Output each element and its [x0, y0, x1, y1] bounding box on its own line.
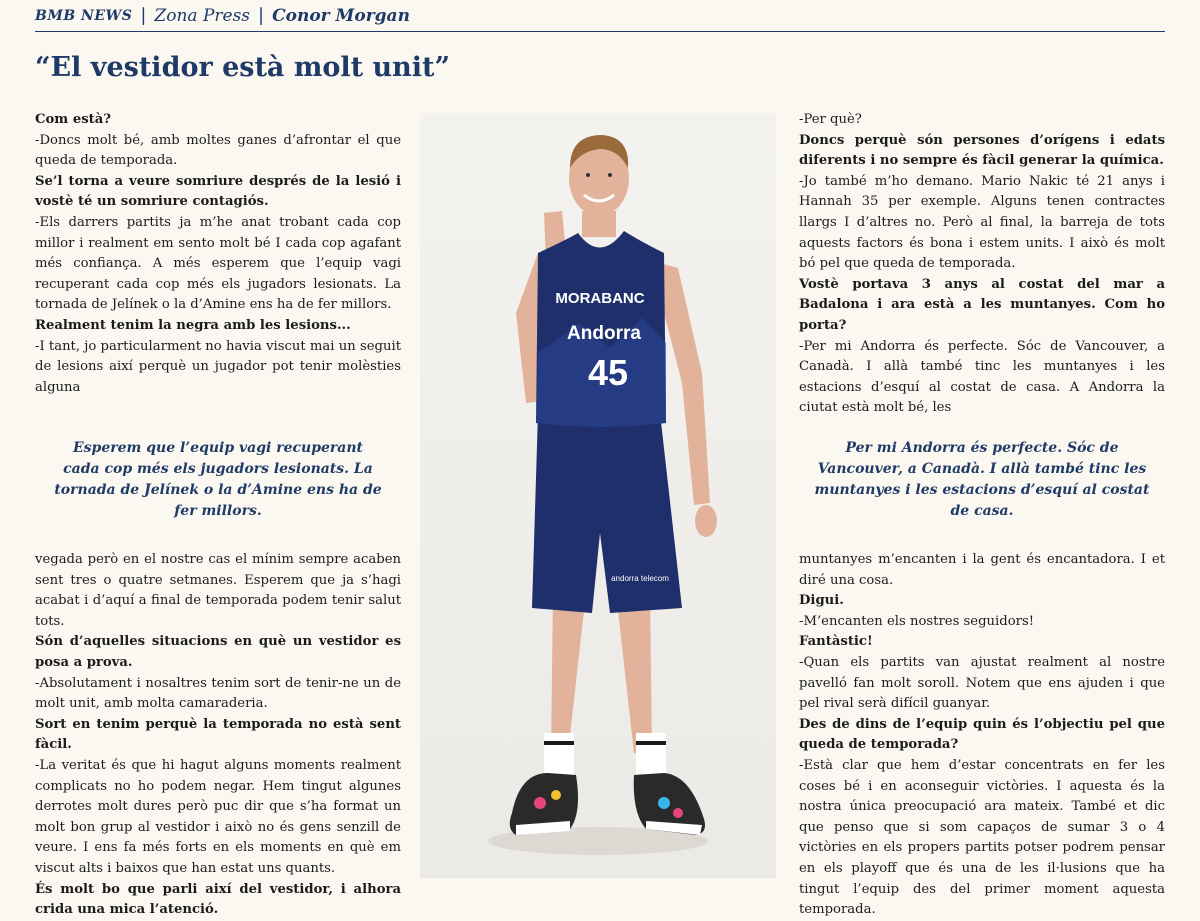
- jersey-team: Andorra: [567, 323, 641, 344]
- shorts-sponsor: andorra telecom: [611, 574, 669, 583]
- masthead-separator: |: [258, 5, 265, 26]
- left-column-bottom: [35, 550, 401, 921]
- interview-question: Des de dins de l’equip quin és l’objectiu pel que queda de temporada?: [799, 716, 1165, 753]
- interview-answer: vegada però en el nostre cas el mínim sempre acaben sent tres o quatre setmanes. Esperem que ja s’hagi acabat i d’aquí a final de temporada podem tenir salut tots.: [35, 552, 401, 629]
- interview-answer: -Jo també m’ho demano. Mario Nakic té 21 anys i Hannah 35 per exemple. Alguns tenen contractes llargs I d’altres no. Però al final, la barreja de tots aquests factors és bona i estem units. I això és molt bó pel que queda de temporada.: [799, 173, 1165, 272]
- article-title: “El vestidor està molt unit”: [35, 52, 451, 83]
- interview-question: Vostè portava 3 anys al costat del mar a Badalona i ara està a les muntanyes. Com ho porta?: [799, 276, 1165, 333]
- left-column-top: [35, 110, 401, 398]
- player-photo: [420, 113, 776, 878]
- interview-answer: -M’encanten els nostres seguidors!: [799, 613, 1035, 629]
- interview-answer: -La veritat és que hi hagut alguns moments realment complicats no ho podem negar. Hem tingut algunes derrotes molt dures però puc dir que s’ha format un molt bon grup al vestidor i això no és gens senzill de veure. I ens fa més forts en els moments en què em viscut alts i baixos que han estat uns quants.: [35, 757, 401, 876]
- interview-question: Són d’aquelles situacions en què un vestidor es posa a prova.: [35, 634, 401, 670]
- masthead-brand: BMB NEWS: [35, 7, 133, 24]
- interview-question: Digui.: [799, 593, 844, 609]
- right-column-top: [799, 110, 1165, 419]
- masthead-separator: |: [140, 5, 147, 26]
- interview-question: És molt bo que parli així del vestidor, i alhora crida una mica l’atenció.: [35, 881, 401, 918]
- interview-answer: -Està clar que hem d’estar concentrats en fer les coses bé i en aconseguir victòries. I aquesta és la nostra única preocupació ara mateix. També et dic que penso que si som capaços de sumar 3 o 4 victòries en els propers partits potser podrem pensar en els playoff que és una de les il·lusions que ha tingut l’equip des del primer moment aquesta temporada.: [799, 757, 1165, 918]
- interview-question: Com està?: [35, 112, 112, 127]
- interview-question: Realment tenim la negra amb les lesions...: [35, 317, 351, 333]
- left-pull-quote: Esperem que l’equip vagi recuperant cada cop més els jugadors lesionats. La tornada de Jelínek o la d’Amine ens ha de fer millors.: [54, 440, 382, 519]
- interview-answer: -Per què?: [799, 112, 862, 127]
- jersey-sponsor: MORABANC: [555, 290, 645, 307]
- masthead-section: Zona Press: [154, 5, 251, 26]
- player-illustration: [420, 113, 776, 878]
- interview-answer: -Per mi Andorra és perfecte. Sóc de Vancouver, a Canadà. I allà també tinc les muntanyes i les estacions d’esquí al costat de casa. A Andorra la ciutat està molt bé, les: [799, 338, 1165, 416]
- interview-answer: muntanyes m’encanten i la gent és encantadora. I et diré una cosa.: [799, 552, 1165, 588]
- masthead: [35, 0, 1165, 32]
- interview-question: Sort en tenim perquè la temporada no està sent fàcil.: [35, 716, 401, 753]
- masthead-author: Conor Morgan: [272, 5, 410, 26]
- interview-answer: -Doncs molt bé, amb moltes ganes d’afrontar el que queda de temporada.: [35, 132, 401, 169]
- jersey-number: 45: [587, 352, 629, 393]
- right-pull-quote: Per mi Andorra és perfecte. Sóc de Vancouver, a Canadà. I allà també tinc les muntanyes i les estacions d’esquí al costat de casa.: [814, 440, 1150, 519]
- interview-question: Fantàstic!: [799, 634, 873, 650]
- right-column-bottom: [799, 550, 1165, 921]
- interview-answer: -Quan els partits van ajustat realment al nostre pavelló fan molt soroll. Notem que ens ajuden i que pel rival serà difícil guanyar.: [799, 654, 1165, 712]
- interview-question: Se’l torna a veure somriure després de la lesió i vostè té un somriure contagiós.: [35, 173, 401, 210]
- interview-answer: -I tant, jo particularment no havia viscut mai un seguit de lesions així perquè un jugador pot tenir molèsties alguna: [35, 338, 401, 395]
- interview-answer: -Absolutament i nosaltres tenim sort de tenir-ne un de molt unit, amb molta camaraderia.: [35, 675, 401, 712]
- interview-answer: -Els darrers partits ja m’he anat trobant cada cop millor i realment em sento molt bé I cada cop agafant més confiança. A més esperem que l’equip vagi recuperant cada cop més els jugadors lesionats. La tornada de Jelínek o la d’Amine ens ha de fer millors.: [35, 214, 401, 313]
- interview-question: Doncs perquè són persones d’orígens i edats diferents i no sempre és fàcil generar la química.: [799, 132, 1165, 169]
